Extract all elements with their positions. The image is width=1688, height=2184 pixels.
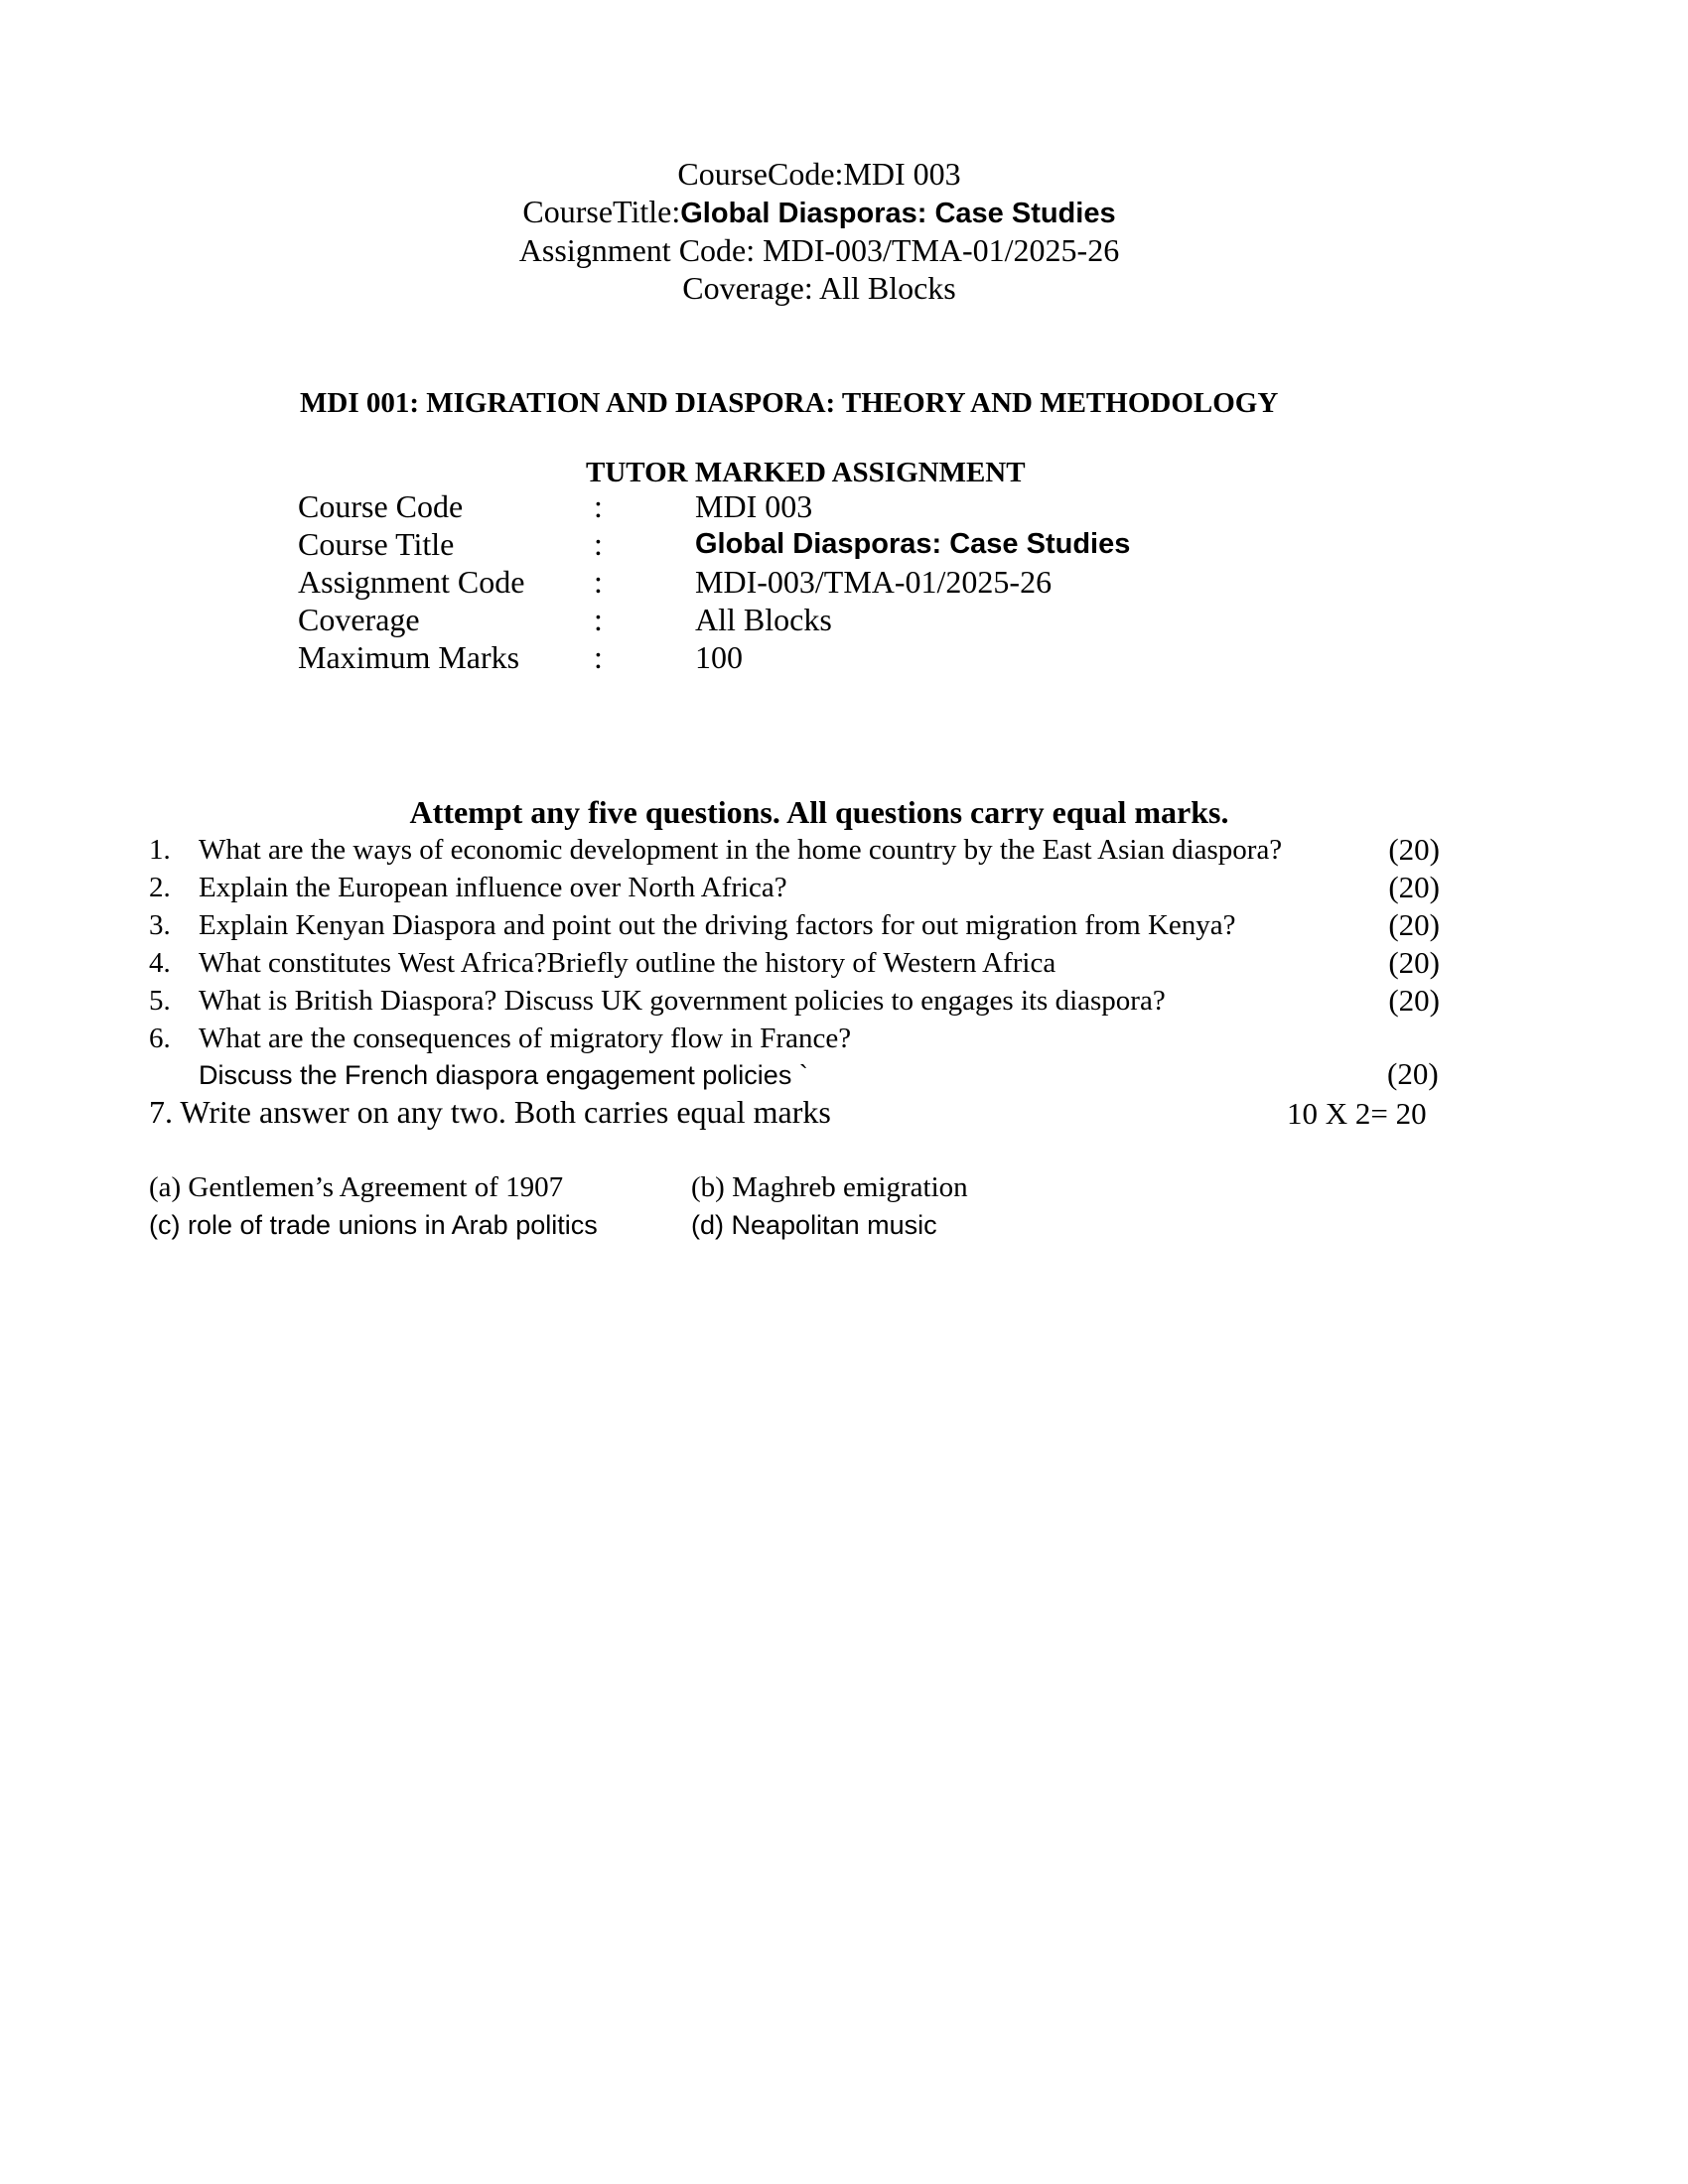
info-value: MDI 003	[695, 488, 813, 524]
question-item	[149, 945, 1440, 981]
info-value: MDI-003/TMA-01/2025-26	[695, 564, 1053, 600]
question-text: What are the consequences of migratory flow in France?	[199, 1023, 852, 1054]
question-7-marks: 10 X 2= 20	[1287, 1096, 1427, 1131]
info-value: All Blocks	[695, 602, 832, 637]
info-colon: :	[594, 602, 603, 637]
question-number: 2.	[149, 872, 171, 903]
question-item	[149, 1021, 1440, 1056]
option-a: (a) Gentlemen’s Agreement of 1907	[149, 1171, 564, 1203]
question-marks: (20)	[1388, 907, 1440, 942]
info-colon: :	[594, 488, 603, 524]
info-label: Coverage	[298, 602, 420, 637]
instruction: Attempt any five questions. All questions carry equal marks.	[409, 794, 1229, 830]
header-course-title-prefix: CourseTitle:	[522, 194, 681, 229]
option-d: (d) Neapolitan music	[691, 1210, 937, 1240]
question-text: What are the ways of economic development in the home country by the East Asian diaspora?	[199, 834, 1283, 866]
question-number: 6.	[149, 1023, 171, 1054]
header-coverage: Coverage: All Blocks	[682, 270, 956, 306]
info-value: Global Diasporas: Case Studies	[695, 528, 1131, 560]
header-course-title-name: Global Diasporas: Case Studies	[680, 198, 1116, 229]
question-number: 5.	[149, 985, 171, 1017]
info-label: Course Title	[298, 526, 455, 562]
question-marks: (20)	[1388, 983, 1440, 1018]
info-label: Assignment Code	[298, 564, 525, 600]
info-colon: :	[594, 564, 603, 600]
question-marks: (20)	[1388, 870, 1440, 904]
question-number: 3.	[149, 909, 171, 941]
question-marks: (20)	[1387, 1056, 1439, 1091]
tma-heading: TUTOR MARKED ASSIGNMENT	[586, 457, 1026, 488]
question-item	[149, 907, 1440, 943]
header-course-title	[0, 193, 1638, 232]
question-number: 4.	[149, 947, 171, 979]
question-text: What constitutes West Africa?Briefly outline the history of Western Africa	[199, 947, 1056, 979]
question-number: 1.	[149, 834, 171, 866]
question-marks: (20)	[1388, 945, 1440, 980]
info-label: Course Code	[298, 488, 464, 524]
question-text: Explain the European influence over North Africa?	[199, 872, 787, 903]
info-colon: :	[594, 526, 603, 562]
header-course-code: CourseCode:MDI 003	[677, 156, 961, 192]
info-label: Maximum Marks	[298, 639, 520, 675]
question-text-continuation: Discuss the French diaspora engagement policies `	[199, 1060, 808, 1090]
question-item	[149, 870, 1440, 905]
question-text: Explain Kenyan Diaspora and point out the driving factors for out migration from Kenya?	[199, 909, 1236, 941]
question-text: What is British Diaspora? Discuss UK government policies to engages its diaspora?	[199, 985, 1166, 1017]
info-colon: :	[594, 639, 603, 675]
question-item	[149, 983, 1440, 1019]
header-assignment-code: Assignment Code: MDI-003/TMA-01/2025-26	[518, 232, 1120, 268]
question-item	[149, 832, 1440, 868]
course-heading: MDI 001: MIGRATION AND DIASPORA: THEORY AND METHODOLOGY	[300, 387, 1279, 419]
question-7-text: 7. Write answer on any two. Both carries equal marks	[149, 1094, 831, 1130]
option-b: (b) Maghreb emigration	[691, 1171, 968, 1203]
info-value: 100	[695, 639, 743, 675]
question-marks: (20)	[1388, 832, 1440, 867]
option-c: (c) role of trade unions in Arab politics	[149, 1210, 598, 1240]
